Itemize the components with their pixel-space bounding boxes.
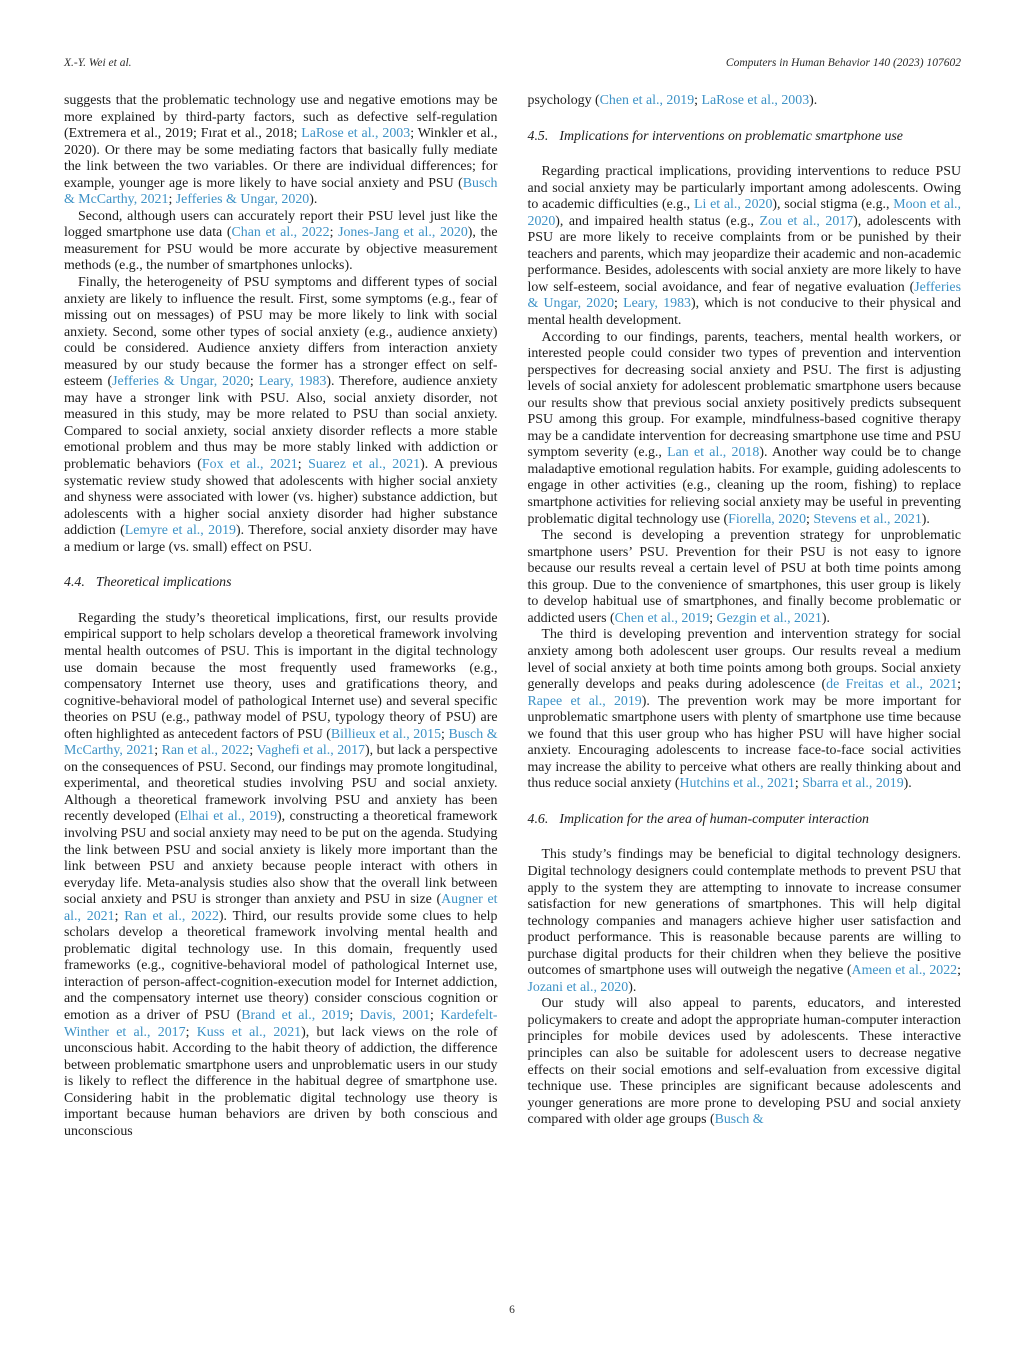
text-run: ). [628,979,637,995]
page-footer [0,1304,1024,1316]
citation-link[interactable]: Chen et al., 2019 [599,93,695,108]
citation-link[interactable]: LaRose et al., 2003 [701,93,810,108]
paragraph [528,164,962,329]
citation-link[interactable]: Busch & McCarthy, 2021 [64,175,498,208]
text-run: ), and impaired health status (e.g., [555,213,760,229]
text-run: ), social stigma (e.g., [772,197,894,213]
text-run: ), but lack views on the role of unconscious habit. According to the habit theory of addiction, the difference between problematic smartphone users and unproblematic users in our study is likely to reflect the difference in the habitual degree of smartphone use. Considering habit in the problematic digital technology use theory is important because human behaviors are driven by both conscious and unconscious [64,1024,498,1139]
citation-link[interactable]: Jefferies & Ungar, 2020 [112,374,250,390]
text-run: ; [114,908,125,924]
page-number: 6 [509,1304,515,1316]
text-run: ; [806,511,814,527]
citation-link[interactable]: Davis, 2001 [359,1007,431,1023]
text-run: ; [957,963,961,979]
text-run: ; [349,1007,360,1023]
citation-link[interactable]: Fiorella, 2020 [728,511,807,527]
section-heading [528,129,962,146]
paragraph [528,93,962,110]
citation-link[interactable]: Leary, 1983 [258,374,327,390]
paragraph [64,611,498,1141]
text-run: ; [154,743,162,759]
text-run: According to our findings, parents, teachers, mental health workers, or interested people could consider two types of prevention and intervention perspectives for decreasing social anxiety and PSU. The first is adjusting levels of social anxiety for adolescent problematic smartphone users because our results show that previous social anxiety positively predicts subsequent PSU among this group. For example, mindfulness-based cognitive therapy may be a candidate intervention for decreasing smartphone use time and PSU symptom severity (e.g., [527,329,961,461]
paragraph [528,627,962,792]
text-run: ; [249,743,257,759]
text-run: ). [809,93,818,108]
citation-link[interactable]: Jozani et al., 2020 [527,979,629,995]
citation-link[interactable]: Jones-Jang et al., 2020 [338,225,468,241]
paragraph [64,209,498,275]
citation-link[interactable]: Busch & [714,1112,764,1128]
section-heading-title: Implication for the area of human-computer interaction [559,811,870,827]
citation-link[interactable]: Zou et al., 2017 [759,213,854,229]
paragraph [528,996,962,1128]
text-run: ). A previous systematic review study showed that adolescents with higher social anxiety and shyness were associated with lower (vs. higher) substance addiction, but adolescents with a higher social anxiety disorder had higher substance addiction ( [64,457,498,539]
citation-link[interactable]: Billieux et al., 2015 [330,726,442,742]
section-heading [64,575,498,592]
paragraph [528,330,962,529]
citation-link[interactable]: LaRose et al., 2003 [301,126,411,142]
text-run: ; [794,776,803,792]
section-heading [528,812,962,829]
citation-link[interactable]: Augner et al., 2021 [64,892,498,924]
section-heading-number: 4.4. [64,575,85,591]
paragraph [528,528,962,627]
text-run: ), but lack a perspective on the consequences of PSU. Second, our findings may promote longitudinal, experimental, and theoretical studies involving PSU and social anxiety. Although a theoretical framework involving PSU and anxiety has been recently developed ( [64,743,498,825]
two-column-body [64,93,961,1140]
citation-link[interactable]: Fox et al., 2021 [201,457,298,473]
text-run: ). [903,776,912,792]
text-run: Second, although users can accurately report their PSU level just like the logged smartphone use data ( [64,208,498,241]
text-run: Regarding practical implications, providing interventions to reduce PSU and social anxiety may be particularly important among adolescents. Owing to academic difficulties (e.g., [527,164,961,213]
text-run: ). Therefore, audience anxiety may have a stronger link with PSU. Also, social anxiety disorder, not measured in this study, may be more related to PSU than social anxiety. Compared to social anxiety, social anxiety disorder reflects a more stable emotional problem and thus may be more stably linked with addiction or problematic behaviors ( [64,374,498,473]
column-2 [528,93,962,1140]
citation-link[interactable]: Lemyre et al., 2019 [124,523,236,539]
section-heading-number: 4.6. [527,811,549,827]
citation-link[interactable]: Gezgin et al., 2021 [716,610,822,626]
citation-link[interactable]: Rapee et al., 2019 [527,693,642,709]
text-run: ; Winkler et al., 2020). Or there may be some mediating factors that basically fully mediate the link between the two variables. Or there are individual differences; for example, younger age is more likely to have social anxiety and PSU ( [64,126,498,191]
citation-link[interactable]: Suarez et al., 2021 [308,457,421,473]
text-run: psychology ( [527,93,600,108]
citation-link[interactable]: Kuss et al., 2021 [196,1024,302,1040]
text-run: Finally, the heterogeneity of PSU symptoms and different types of social anxiety are likely to influence the result. First, some symptoms (e.g., fear of missing out on messages) of PSU may be more likely to link with social anxiety. Second, some other types of social anxiety (e.g., audience anxiety) could be considered. Audience anxiety differs from interaction anxiety measured by our study because the former has a stronger effect on self-esteem ( [64,275,498,390]
text-run: This study’s findings may be beneficial to digital technology designers. Digital technology designers could contemplate methods to prevent PSU that apply to the system they are attempting to innovate to increase consumer satisfaction for new generations of smartphones. This will help digital technology companies and managers achieve higher user satisfaction and product performance. This is reasonable because parents are willing to purchase digital products for their children when they believe the positive outcomes of smartphone uses will outweigh the negative ( [527,847,961,979]
paragraph [528,847,962,996]
text-run: ). [309,192,318,208]
text-run: ). Third, our results provide some clues to help scholars develop a theoretical framework involving mental health and problematic digital technology use. In this domain, frequently used frameworks (e.g., cognitive-behavioral model of pathological Internet use, interaction of person-affect-cognition-execution model for Internet addiction, and the compensatory internet use theory) consider conscious cognition or emotion as a driver of PSU ( [64,908,498,1023]
citation-link[interactable]: de Freitas et al., 2021 [826,677,958,693]
text-run: ). Another way could be to change maladaptive emotional regulation habits. For example, guiding adolescents to engage in other activities (e.g., cleaning up the room, fishing) to replace smartphone activities for relieving social anxiety may be useful in preventing problematic digital technology use ( [527,445,961,527]
citation-link[interactable]: Sbarra et al., 2019 [802,776,904,792]
text-run: ), which is not conducive to their physical and mental health development. [527,296,962,329]
text-run: ; [329,225,339,241]
citation-link[interactable]: Li et al., 2020 [693,197,773,213]
citation-link[interactable]: Ran et al., 2022 [124,908,219,924]
citation-link[interactable]: Chen et al., 2019 [614,610,710,626]
column-1 [64,93,498,1140]
citation-link[interactable]: Jefferies & Ungar, 2020 [175,192,310,208]
text-run: ), constructing a theoretical framework involving PSU and social anxiety may need to be put on the agenda. Studying the link between PSU and social anxiety is likely more important than the link between PSU and anxiety because people interact with others in everyday life. Meta-analysis studies also show that the overall link between social anxiety and PSU is stronger than anxiety and PSU in size ( [64,809,498,908]
citation-link[interactable]: Hutchins et al., 2021 [679,776,795,792]
text-run: Regarding the study’s theoretical implications, first, our results provide empirical support to help scholars develop a theoretical framework involving mental health outcomes of PSU. This is important in the digital technology use domain because the most frequently used frameworks (e.g., compensatory Internet use theory, uses and gratifications theory, and cognitive-behavioral model of pathological Internet use) and several specific theories on PSU (e.g., pathway model of PSU, typology theory of PSU) are often highlighted as antecedent factors of PSU ( [64,610,498,742]
citation-link[interactable]: Kardefelt-Winther et al., 2017 [64,1007,498,1040]
paragraph [64,93,498,209]
citation-link[interactable]: Leary, 1983 [623,296,691,312]
citation-link[interactable]: Brand et al., 2019 [241,1007,350,1023]
citation-link[interactable]: Ameen et al., 2022 [851,963,958,979]
text-run: ; [694,93,702,108]
text-run: suggests that the problematic technology use and negative emotions may be more explained by third-party factors, such as defective self-regulation (Extremera et al., 2019; Fırat et al., 2018; [64,93,498,142]
citation-link[interactable]: Lan et al., 2018 [667,445,760,461]
citation-link[interactable]: Stevens et al., 2021 [813,511,922,527]
text-run: Our study will also appeal to parents, educators, and interested policymakers to create and adopt the appropriate human-computer interaction principles for mobile devices used by adolescents. These interactive principles can also be suitable for adolescent users to decrease negative effects on their social emotions and self-evaluation from excessive digital technique use. These principles are significant because adolescents and younger generations are more prone to developing PSU and social anxiety compared with older age groups ( [527,996,961,1128]
section-heading-number: 4.5. [527,128,549,144]
text-run: ; [185,1024,197,1040]
section-heading-title: Implications for interventions on problematic smartphone use [559,128,903,144]
text-run: The third is developing prevention and intervention strategy for social anxiety among both adolescent user groups. Our results reveal a medium level of social anxiety at both time points among both groups. Social anxiety generally develops and peaks during adolescence ( [527,627,961,693]
text-run: ; [614,296,624,312]
citation-link[interactable]: Vaghefi et al., 2017 [256,743,365,759]
citation-link[interactable]: Jefferies & Ungar, 2020 [527,279,961,312]
paragraph [64,275,498,556]
page-header [64,57,961,69]
text-run: ). [821,610,830,626]
citation-link[interactable]: Chan et al., 2022 [231,225,330,241]
text-run: ), the measurement for PSU would be more accurate by objective measurement methods (e.g., the number of smartphones unlocks). [64,225,498,274]
text-run: ; [249,374,259,390]
text-run: ; [441,726,449,742]
section-heading-title: Theoretical implications [95,575,232,591]
text-run: ; [709,610,717,626]
text-run: ). Therefore, social anxiety disorder may have a medium or large (vs. small) effect on PSU. [64,523,498,555]
text-run: ). The prevention work may be more important for unproblematic smartphone users with plenty of smartphone use time because we found that this user group who has higher PSU will have higher social anxiety. Encouraging adolescents to increase face-to-face social activities may increase the ability to perceive what others are really thinking about and thus reduce social anxiety ( [527,693,961,792]
citation-link[interactable]: Busch & McCarthy, 2021 [64,726,498,759]
citation-link[interactable]: Ran et al., 2022 [161,743,250,759]
citation-link[interactable]: Moon et al., 2020 [527,197,961,229]
text-run: ; [297,457,309,473]
text-run: ; [430,1007,441,1023]
text-run: ; [168,192,176,208]
text-run: ), adolescents with PSU are more likely to receive complaints from or be punished by their teachers and parents, which may jeopardize their academic and non-academic performance. Besides, adolescents with social anxiety are more likely to have low self-esteem, social avoidance, and fear of negative evaluation ( [527,213,961,295]
citation-link[interactable]: Elhai et al., 2019 [179,809,278,825]
text-run: The second is developing a prevention strategy for unproblematic smartphone users’ PSU. Prevention for their PSU is not easy to ignore because our results reveal a certain level of PSU at both time points among this group. Due to the convenience of smartphones, this user group is likely to develop habitual use of smartphones, and finally become problematic or addicted users ( [527,528,961,626]
running-author: X.-Y. Wei et al. [64,57,132,69]
journal-reference: Computers in Human Behavior 140 (2023) 107602 [725,57,961,69]
text-run: ; [957,677,961,693]
text-run: ). [921,511,930,527]
